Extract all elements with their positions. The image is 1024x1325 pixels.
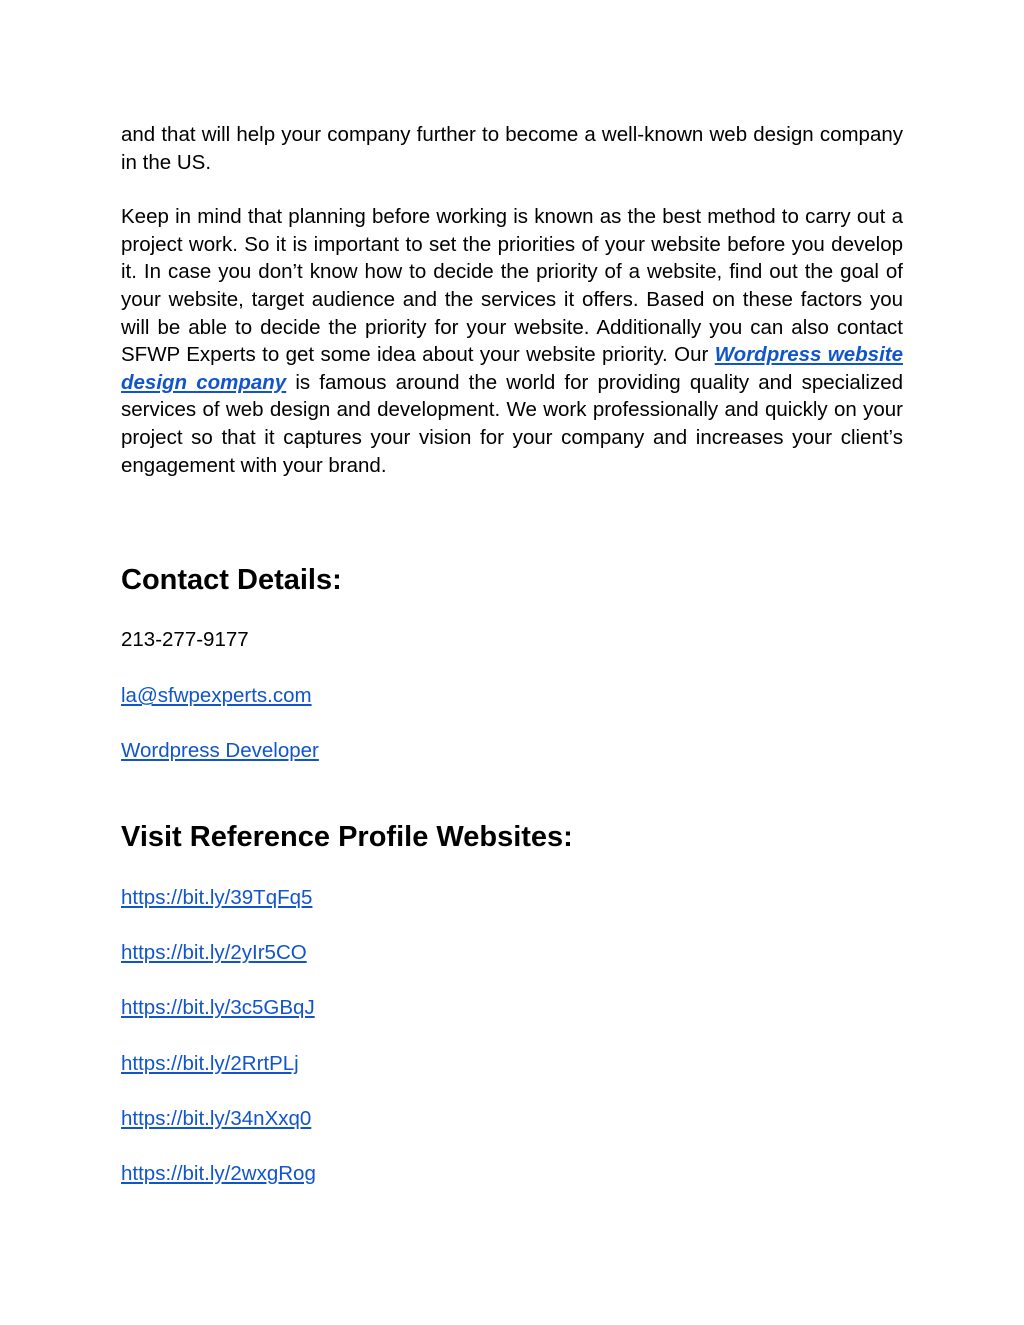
reference-websites-heading: Visit Reference Profile Websites: — [121, 821, 573, 853]
intro-paragraph-2 — [121, 203, 903, 479]
phone-number: 213-277-9177 — [121, 628, 249, 651]
reference-link[interactable]: https://bit.ly/3c5GBqJ — [121, 996, 315, 1020]
document-page — [121, 121, 903, 1185]
intro-paragraph-1: and that will help your company further to become a well-known web design company in the US. — [121, 123, 903, 174]
contact-details-heading: Contact Details: — [121, 564, 342, 596]
paragraph-2-text-before: Keep in mind that planning before working is known as the best method to carry out a project work. So it is important to set the priorities of your website before you develop it. In case you don’t know how to decide the priority of a website, find out the goal of your website, target audience and the services it offers. Based on these factors you will be able to decide the priority for your website. Additionally you can also contact SFWP Experts to get some idea about your website priority. Our — [121, 205, 903, 367]
reference-link[interactable]: https://bit.ly/2wxgRog — [121, 1161, 316, 1185]
reference-link[interactable]: https://bit.ly/39TqFq5 — [121, 886, 313, 909]
reference-link[interactable]: https://bit.ly/2yIr5CO — [121, 941, 307, 965]
reference-link-list — [121, 884, 316, 1215]
email-link[interactable]: la@sfwpexperts.com — [121, 684, 312, 707]
paragraph-2-text-after: is famous around the world for providing quality and specialized services of web design and development. We work professionally and quickly on your project so that it captures your vision for your company and increases your client’s engagement with your brand. — [121, 370, 903, 477]
wordpress-developer-link[interactable]: Wordpress Developer — [121, 739, 319, 762]
reference-link[interactable]: https://bit.ly/2RrtPLj — [121, 1051, 299, 1075]
reference-link[interactable]: https://bit.ly/34nXxq0 — [121, 1106, 312, 1130]
wordpress-design-company-link[interactable]: Wordpress website design company — [121, 343, 903, 394]
